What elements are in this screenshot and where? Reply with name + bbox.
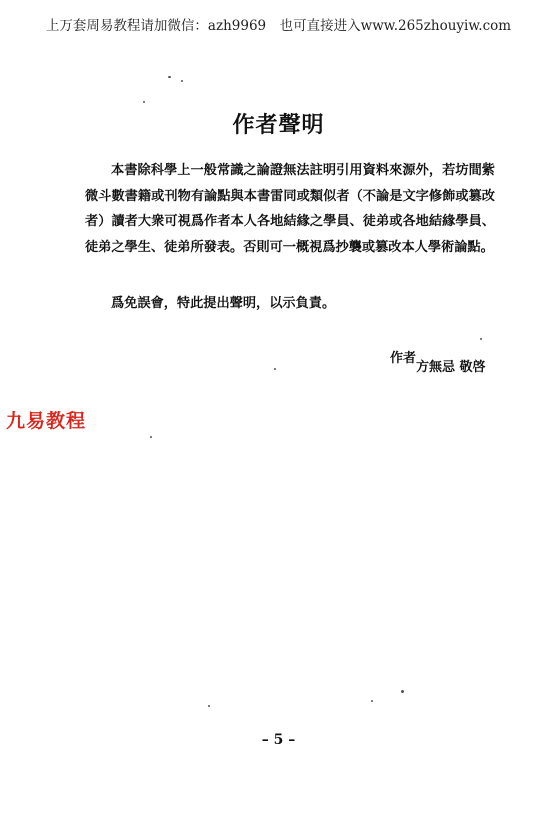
scan-speck — [401, 690, 404, 693]
scan-speck — [143, 101, 145, 103]
header-banner: 上万套周易教程请加微信：azh9969 也可直接进入www.265zhouyiw.com — [45, 18, 512, 34]
scan-speck — [371, 700, 373, 702]
scan-speck — [150, 436, 152, 438]
scan-speck — [208, 705, 210, 707]
signature — [390, 347, 486, 375]
scan-speck — [168, 76, 171, 78]
signature-label: 作者 — [390, 351, 417, 366]
scan-speck — [274, 368, 276, 370]
watermark-logo: 九易教程 — [6, 410, 87, 432]
scan-speck — [181, 80, 183, 82]
page-title: 作者聲明 — [232, 113, 325, 138]
signature-name: 方無忌 敬啓 — [416, 360, 486, 375]
scan-speck — [480, 338, 482, 340]
page-number: – 5 – — [261, 732, 296, 748]
closing-paragraph: 爲免誤會，特此提出聲明，以示負責。 — [111, 296, 336, 311]
declaration-paragraph: 本書除科學上一般常識之論證無法註明引用資料來源外，若坊間紫微斗數書籍或刊物有論點與本書雷同或類似者（不論是文字修飾或篡改者）讀者大衆可視爲作者本人各地結緣之學員、徒弟或各地結緣學員、徒弟之學生、徒弟所發表。否則可一概視爲抄襲或篡改本人學術論點。 — [85, 163, 495, 255]
